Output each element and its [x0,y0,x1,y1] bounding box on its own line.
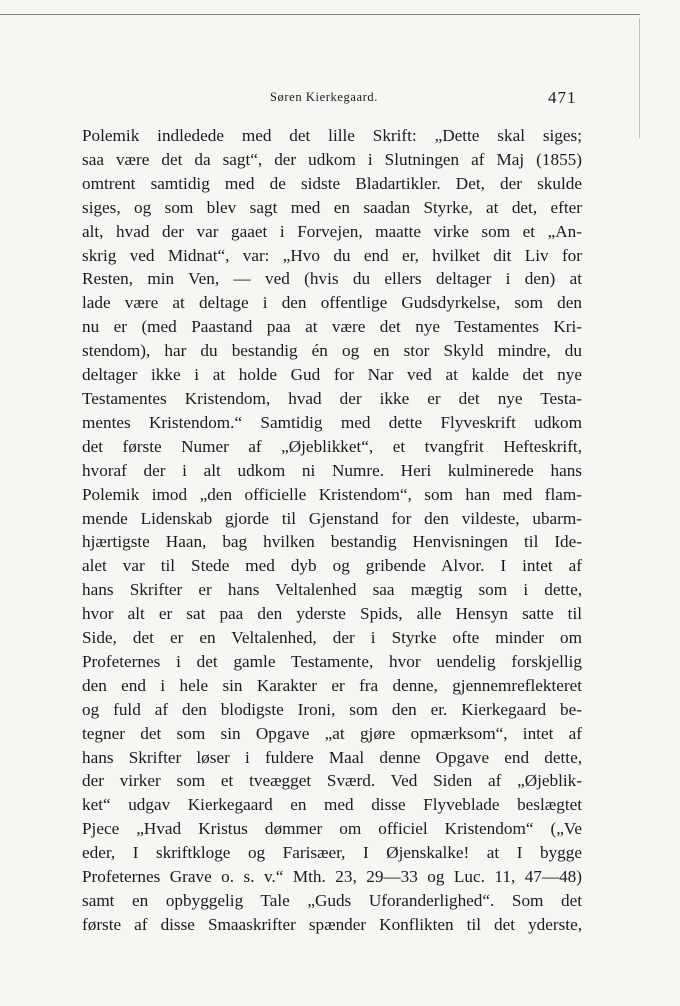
text-line: saa være det da sagt“, der udkom i Slutningen af Maj (1855) [82,149,582,169]
page-edge-rule [0,14,640,15]
text-line: Polemik imod „den officielle Kristendom“, som han med flam- [82,484,582,504]
text-line: hvoraf der i alt udkom ni Numre. Heri kulminerede hans [82,460,582,480]
text-line: ket“ udgav Kierkegaard en med disse Flyveblade beslægtet [82,795,582,815]
running-head: Søren Kierkegaard. [270,90,378,104]
text-line: Testamentes Kristendom, hvad der ikke er det nye Testa- [82,388,582,408]
text-line: deltager ikke i at holde Gud for Nar ved at kalde det nye [82,365,582,385]
body-text [82,124,582,937]
text-line: det første Numer af „Øjeblikket“, et tvangfrit Hefteskrift, [82,436,582,456]
text-line: skrig ved Midnat“, var: „Hvo du end er, hvilket dit Liv for [82,245,582,265]
text-line: stendom), har du bestandig én og en stor Skyld mindre, du [82,341,582,361]
page-edge-mark [639,18,640,138]
text-line: eder, I skriftkloge og Farisæer, I Øjenskalke! at I bygge [82,843,582,863]
text-line: hans Skrifter løser i fuldere Maal denne Opgave end dette, [82,747,582,767]
text-line: Profeternes i det gamle Testamente, hvor uendelig forskjellig [82,651,582,671]
text-line: Side, det er en Veltalenhed, der i Styrke ofte minder om [82,628,582,648]
text-line: alt, hvad der var gaaet i Forvejen, maatte virke som et „An- [82,221,582,241]
text-line: alet var til Stede med dyb og gribende Alvor. I intet af [82,556,582,576]
text-line: første af disse Smaaskrifter spænder Konflikten til det yderste, [82,914,582,934]
text-line: lade være at deltage i den offentlige Gudsdyrkelse, som den [82,293,582,313]
text-line: siges, og som blev sagt med en saadan Styrke, at det, efter [82,197,582,217]
text-line: mentes Kristendom.“ Samtidig med dette Flyveskrift udkom [82,412,582,432]
page-number: 471 [548,88,577,107]
text-line: Resten, min Ven, — ved (hvis du ellers deltager i den) at [82,269,582,289]
text-line: samt en opbyggelig Tale „Guds Uforanderlighed“. Som det [82,891,582,910]
text-line: hvor alt er sat paa den yderste Spids, alle Hensyn satte til [82,604,582,624]
text-line: og fuld af den blodigste Ironi, som den er. Kierkegaard be- [82,699,582,719]
text-line: hjærtigste Haan, bag hvilken bestandig Henvisningen til Ide- [82,532,582,552]
text-line: mende Lidenskab gjorde til Gjenstand for den vildeste, ubarm- [82,508,582,528]
text-line: Polemik indledede med det lille Skrift: „Dette skal siges; [82,126,582,145]
text-line: den end i hele sin Karakter er fra denne, gjennemreflekteret [82,675,582,695]
text-line: Pjece „Hvad Kristus dømmer om officiel Kristendom“ („Ve [82,819,582,839]
text-line: hans Skrifter er hans Veltalenhed saa mægtig som i dette, [82,580,582,600]
text-line: nu er (med Paastand paa at være det nye Testamentes Kri- [82,317,582,337]
page-header [0,88,680,112]
text-line: der virker som et tveægget Sværd. Ved Siden af „Øjeblik- [82,771,582,791]
text-line: Profeternes Grave o. s. v.“ Mth. 23, 29—33 og Luc. 11, 47—48) [82,867,582,887]
text-line: omtrent samtidig med de sidste Bladartikler. Det, der skulde [82,173,582,193]
text-line: tegner det som sin Opgave „at gjøre opmærksom“, intet af [82,723,582,743]
